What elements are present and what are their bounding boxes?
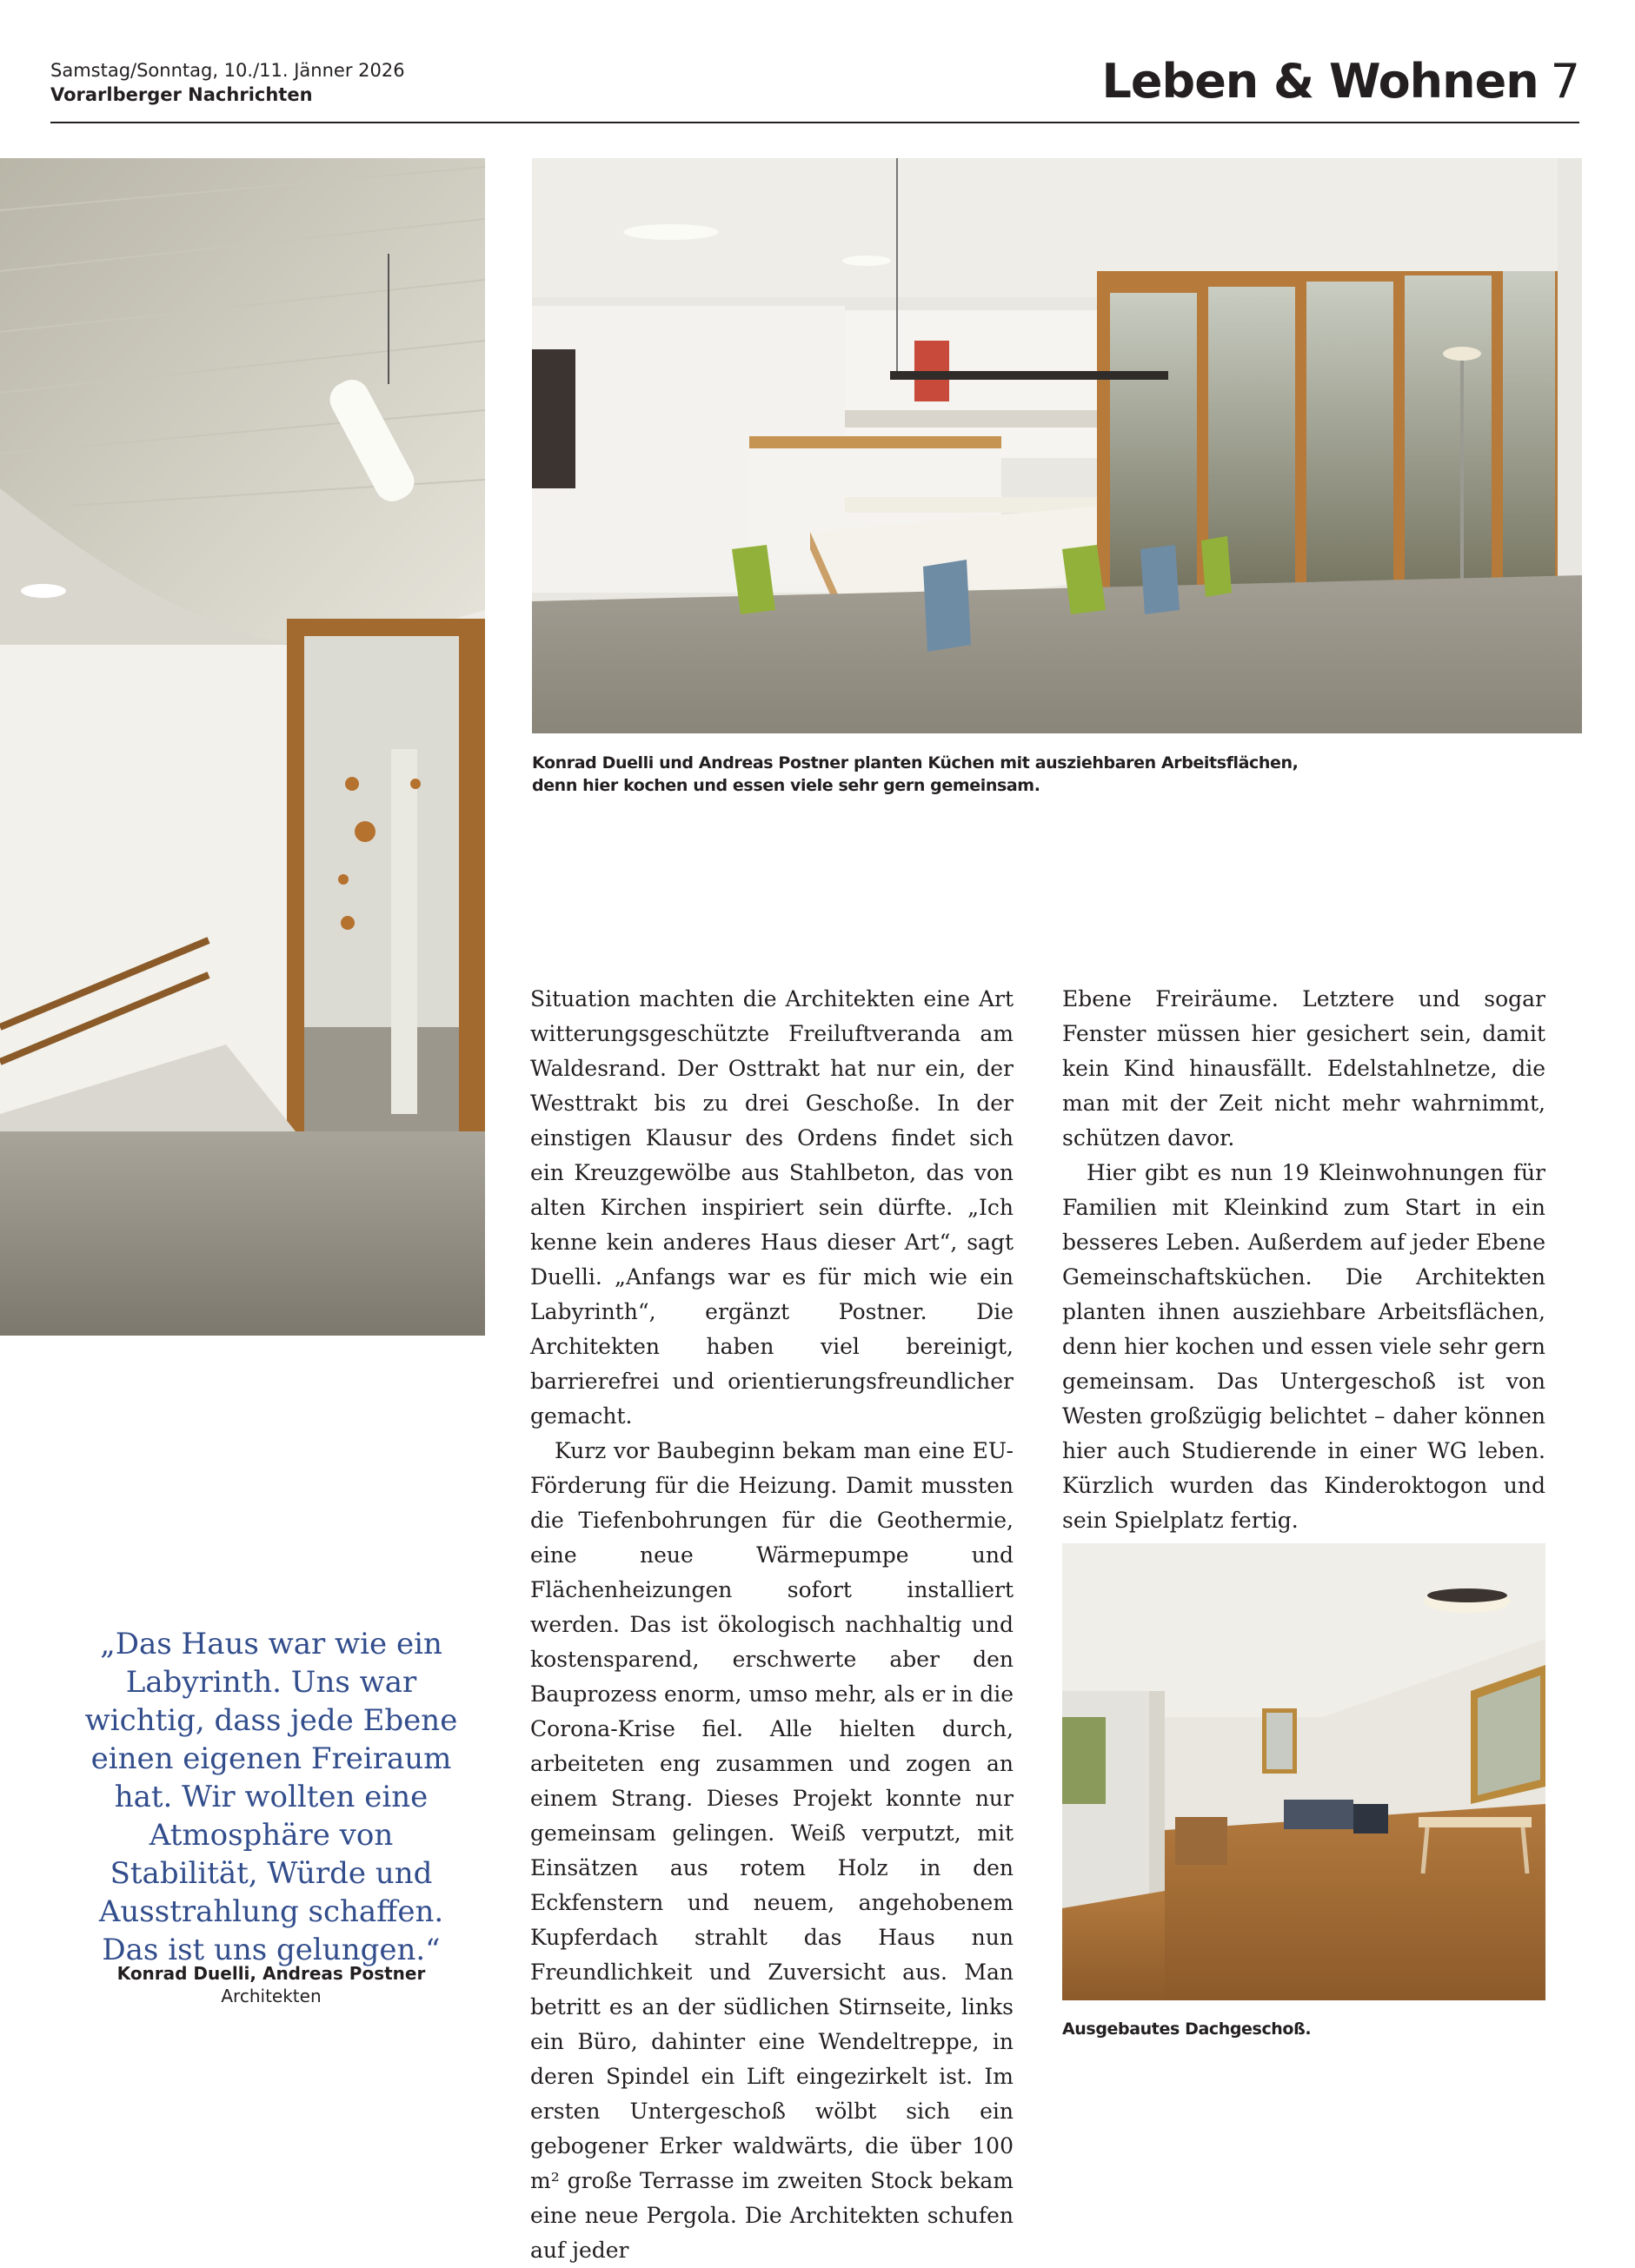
kitchen-caption bbox=[532, 752, 1584, 797]
issue-date: Samstag/Sonntag, 10./11. Jänner 2026 bbox=[50, 60, 405, 81]
article-column-2 bbox=[1062, 982, 1545, 1538]
quote-role: Architekten bbox=[221, 1986, 322, 2006]
page-number: 7 bbox=[1550, 54, 1579, 109]
header-rule bbox=[50, 122, 1579, 123]
stairwell-photo bbox=[0, 158, 485, 1336]
newspaper-name: Vorarlberger Nachrichten bbox=[50, 84, 313, 105]
section-heading bbox=[1102, 54, 1580, 109]
kitchen-caption-line-1: Konrad Duelli und Andreas Postner planten Küchen mit ausziehbaren Arbeitsflächen, bbox=[532, 753, 1299, 773]
article-paragraph: Situation machten die Architekten eine Art witterungsgeschützte Freiluftveranda am Waldesrand. Der Osttrakt hat nur ein, der Westtrakt bis zu drei Geschoße. In der einstigen Klausur des Ordens findet sich ein Kreuzgewölbe aus Stahlbeton, das von alten Kirchen inspiriert sein dürfte. „Ich kenne kein anderes Haus dieser Art“, sagt Duelli. „Anfangs war es für mich wie ein Labyrinth“, ergänzt Postner. Die Architekten haben viel bereinigt, barrierefrei und orientierungsfreundlicher gemacht. bbox=[530, 986, 1014, 1429]
stairwell-photo-image bbox=[0, 158, 485, 1336]
article-column-1 bbox=[530, 982, 1014, 2268]
section-title: Leben & Wohnen bbox=[1101, 54, 1539, 109]
kitchen-photo-image bbox=[532, 158, 1582, 733]
attic-photo bbox=[1062, 1543, 1545, 2000]
article-paragraph: Ebene Freiräume. Letztere und sogar Fenster müssen hier gesichert sein, damit kein Kind hinausfällt. Edelstahlnetze, die man mit der Zeit nicht mehr wahrnimmt, schützen davor. bbox=[1062, 986, 1545, 1151]
quote-author: Konrad Duelli, Andreas Postner bbox=[116, 1963, 426, 1984]
kitchen-photo bbox=[532, 158, 1582, 733]
attic-photo-image bbox=[1062, 1543, 1545, 2000]
attic-caption: Ausgebautes Dachgeschoß. bbox=[1062, 2019, 1312, 2039]
article-paragraph: Hier gibt es nun 19 Kleinwohnungen für Familien mit Kleinkind zum Start in ein besseres Leben. Außerdem auf jeder Ebene Gemeinschaftsküchen. Die Architekten planten ihnen ausziehbare Arbeitsflächen, denn hier kochen und essen viele sehr gern gemeinsam. Das Untergeschoß ist von Westen großzügig belichtet – daher können hier auch Studierende in einer WG leben. Kürzlich wurden das Kinderoktogon und sein Spielplatz fertig. bbox=[1062, 1160, 1545, 1533]
article-paragraph: Kurz vor Baubeginn bekam man eine EU-Förderung für die Heizung. Damit mussten die Tiefenbohrungen für die Geothermie, eine neue Wärmepumpe und Flächenheizungen sofort installiert werden. Das ist ökologisch nachhaltig und kostensparend, erschwerte aber den Bauprozess enorm, umso mehr, als er in die Corona-Krise fiel. Alle hielten durch, arbeiteten eng zusammen und zogen an einem Strang. Dieses Projekt konnte nur gemeinsam gelingen. Weiß verputzt, mit Einsätzen aus rotem Holz in den Eckfenstern und neuem, angehobenem Kupferdach strahlt das Haus nun Freundlichkeit und Zuversicht aus. Man betritt es an der südlichen Stirnseite, links ein Büro, dahinter eine Wendeltreppe, in deren Spindel ein Lift eingezirkelt ist. Im ersten Untergeschoß wölbt sich ein gebogener Erker waldwärts, die über 100 m² große Terrasse im zweiten Stock bekam eine neue Pergola. Die Architekten schufen auf jeder bbox=[530, 1438, 1014, 2263]
kitchen-caption-line-2: denn hier kochen und essen viele sehr gern gemeinsam. bbox=[532, 776, 1040, 795]
pull-quote: „Das Haus war wie ein Labyrinth. Uns war wichtig, dass jede Ebene einen eigenen Freiraum hat. Wir wollten eine Atmosphäre von Stabilität, Würde und Ausstrahlung schaffen. Das ist uns gelungen.“ bbox=[84, 1627, 458, 1967]
